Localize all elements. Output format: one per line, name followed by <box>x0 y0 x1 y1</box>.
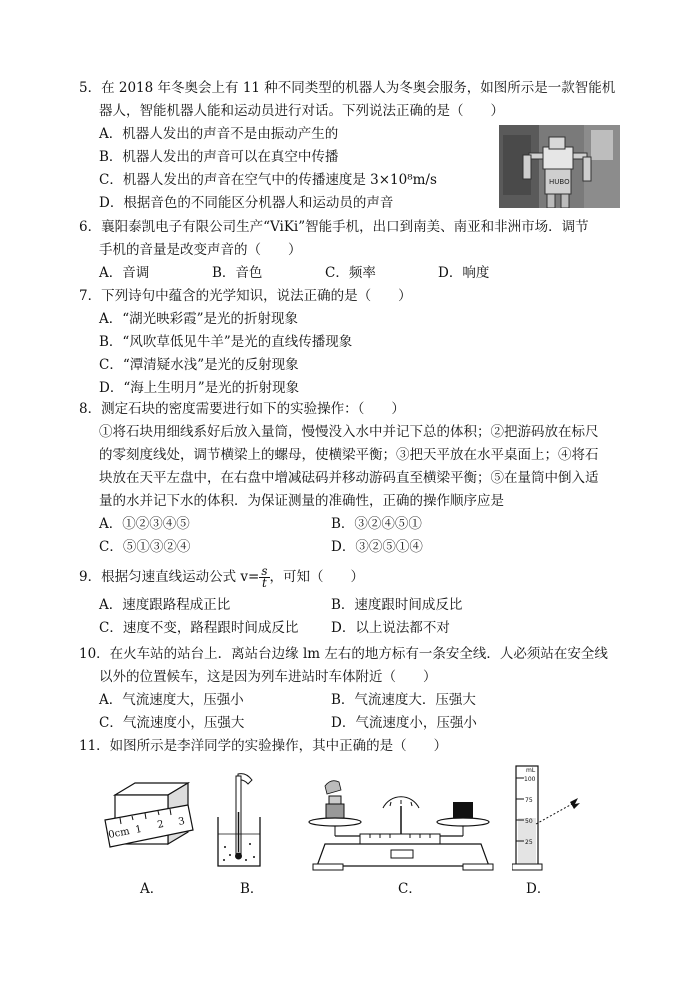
q8-option-d[interactable]: D．③②⑤①④ <box>331 539 423 555</box>
q9-stem-suffix: ，可知（ ） <box>269 569 364 585</box>
q5-option-d[interactable]: D．根据音色的不同能区分机器人和运动员的声音 <box>99 195 394 211</box>
q9-stem <box>79 560 624 594</box>
q6-option-d[interactable]: D．响度 <box>438 265 490 281</box>
cylinder-unit: mL <box>526 767 536 774</box>
cylinder-tick-25: 25 <box>525 839 533 846</box>
q7-option-c[interactable]: C．“潭清疑水浅”是光的反射现象 <box>99 357 299 373</box>
question-7 <box>79 285 624 400</box>
ruler-tick-0: 0cm <box>107 826 131 841</box>
q11-stem: 11．如图所示是李洋同学的实验操作，其中正确的是（ ） <box>79 738 448 754</box>
ruler-tick-2: 2 <box>156 818 165 831</box>
q9-frac-den: t <box>262 576 267 590</box>
q6-stem-line1: 6．襄阳泰凯电子有限公司生产“ViKi”智能手机，出口到南美、南亚和非洲市场．调节 <box>79 219 589 235</box>
robot-photo <box>499 125 620 208</box>
q5-option-a[interactable]: A．机器人发出的声音不是由振动产生的 <box>99 126 339 142</box>
q6-option-b[interactable]: B．音色 <box>212 265 263 281</box>
q9-option-c[interactable]: C．速度不变，路程跟时间成反比 <box>99 620 299 636</box>
figure-label-d[interactable]: D． <box>526 881 551 897</box>
figure-label-b[interactable]: B． <box>240 881 264 897</box>
q10-options-row1 <box>79 689 624 712</box>
q9-formula-fraction <box>259 566 269 589</box>
ruler-tick-3: 3 <box>177 815 186 828</box>
q5-option-c[interactable]: C．机器人发出的声音在空气中的传播速度是 3×10⁸m/s <box>99 172 437 188</box>
question-8 <box>79 398 624 559</box>
figure-c-balance <box>305 778 505 873</box>
q5-option-b[interactable]: B．机器人发出的声音可以在真空中传播 <box>99 149 339 165</box>
q8-option-c[interactable]: C．⑤①③②④ <box>99 539 191 555</box>
cylinder-tick-75: 75 <box>525 797 533 804</box>
q8-body-line4: 量的水并记下水的体积．为保证测量的准确性，正确的操作顺序应是 <box>99 493 504 509</box>
q10-options-row2 <box>79 712 624 735</box>
q10-option-a[interactable]: A．气流速度大，压强小 <box>99 692 244 708</box>
q5-stem-line1: 5．在 2018 年冬奥会上有 11 种不同类型的机器人为冬奥会服务，如图所示是一款智能机 <box>79 80 616 96</box>
q6-options <box>79 262 624 285</box>
q7-option-a[interactable]: A．“湖光映彩霞”是光的折射现象 <box>99 311 299 327</box>
svg-text:HUBO: HUBO <box>549 178 570 186</box>
q9-options-row2 <box>79 617 624 640</box>
question-10 <box>79 643 624 735</box>
figure-b-thermometer-beaker <box>210 772 265 872</box>
q9-option-b[interactable]: B．速度跟时间成反比 <box>331 597 463 613</box>
q8-body-line2: 的零刻度线处，调节横梁上的螺母，使横梁平衡；③把天平放在水平桌面上；④将石 <box>99 447 599 463</box>
q7-option-b[interactable]: B．“风吹草低见牛羊”是光的直线传播现象 <box>99 334 353 350</box>
cylinder-tick-50: 50 <box>525 818 533 825</box>
q8-body-line3: 块放在天平左盘中，在右盘中增减砝码并移动游码直至横梁平衡；⑤在量筒中倒入适 <box>99 470 599 486</box>
q6-option-a[interactable]: A．音调 <box>99 265 150 281</box>
q9-option-a[interactable]: A．速度跟路程成正比 <box>99 597 231 613</box>
q8-options-row1 <box>79 513 624 536</box>
q8-stem: 8．测定石块的密度需要进行如下的实验操作：（ ） <box>79 401 405 417</box>
q8-options-row2 <box>79 536 624 559</box>
q8-option-b[interactable]: B．③②④⑤① <box>331 516 422 532</box>
q8-option-a[interactable]: A．①②③④⑤ <box>99 516 190 532</box>
q5-stem-line2: 器人，智能机器人能和运动员进行对话。下列说法正确的是（ ） <box>99 103 504 119</box>
question-11 <box>79 735 624 758</box>
q7-option-d[interactable]: D．“海上生明月”是光的折射现象 <box>99 380 300 396</box>
q10-option-d[interactable]: D．气流速度小，压强小 <box>331 715 477 731</box>
q6-option-c[interactable]: C．频率 <box>325 265 376 281</box>
figure-label-a[interactable]: A． <box>140 881 164 897</box>
q9-stem-prefix: 9．根据匀速直线运动公式 v= <box>79 569 260 585</box>
question-9 <box>79 560 624 640</box>
figure-label-c[interactable]: C． <box>398 881 422 897</box>
q10-option-c[interactable]: C．气流速度小，压强大 <box>99 715 245 731</box>
figure-a-ruler-block <box>100 780 195 865</box>
q9-option-d[interactable]: D．以上说法都不对 <box>331 620 450 636</box>
question-6 <box>79 216 624 285</box>
q10-stem-line1: 10．在火车站的站台上．离站台边缘 lm 左右的地方标有一条安全线．人必须站在安全线 <box>79 646 608 662</box>
q9-options-row1 <box>79 594 624 617</box>
q6-stem-line2: 手机的音量是改变声音的（ ） <box>99 242 302 258</box>
q10-stem-line2: 以外的位置候车，这是因为列车进站时车体附近（ ） <box>99 669 437 685</box>
eye-icon <box>570 798 580 809</box>
q10-option-b[interactable]: B．气流速度大．压强大 <box>331 692 476 708</box>
ruler-tick-1: 1 <box>134 823 143 836</box>
figure-d-graduated-cylinder <box>512 762 592 877</box>
cylinder-tick-100: 100 <box>524 776 536 783</box>
q7-stem: 7．下列诗句中蕴含的光学知识，说法正确的是（ ） <box>79 288 412 304</box>
q8-body-line1: ①将石块用细线系好后放入量筒，慢慢没入水中并记下总的体积；②把游码放在标尺 <box>99 424 599 440</box>
q9-frac-num: s <box>261 564 268 578</box>
